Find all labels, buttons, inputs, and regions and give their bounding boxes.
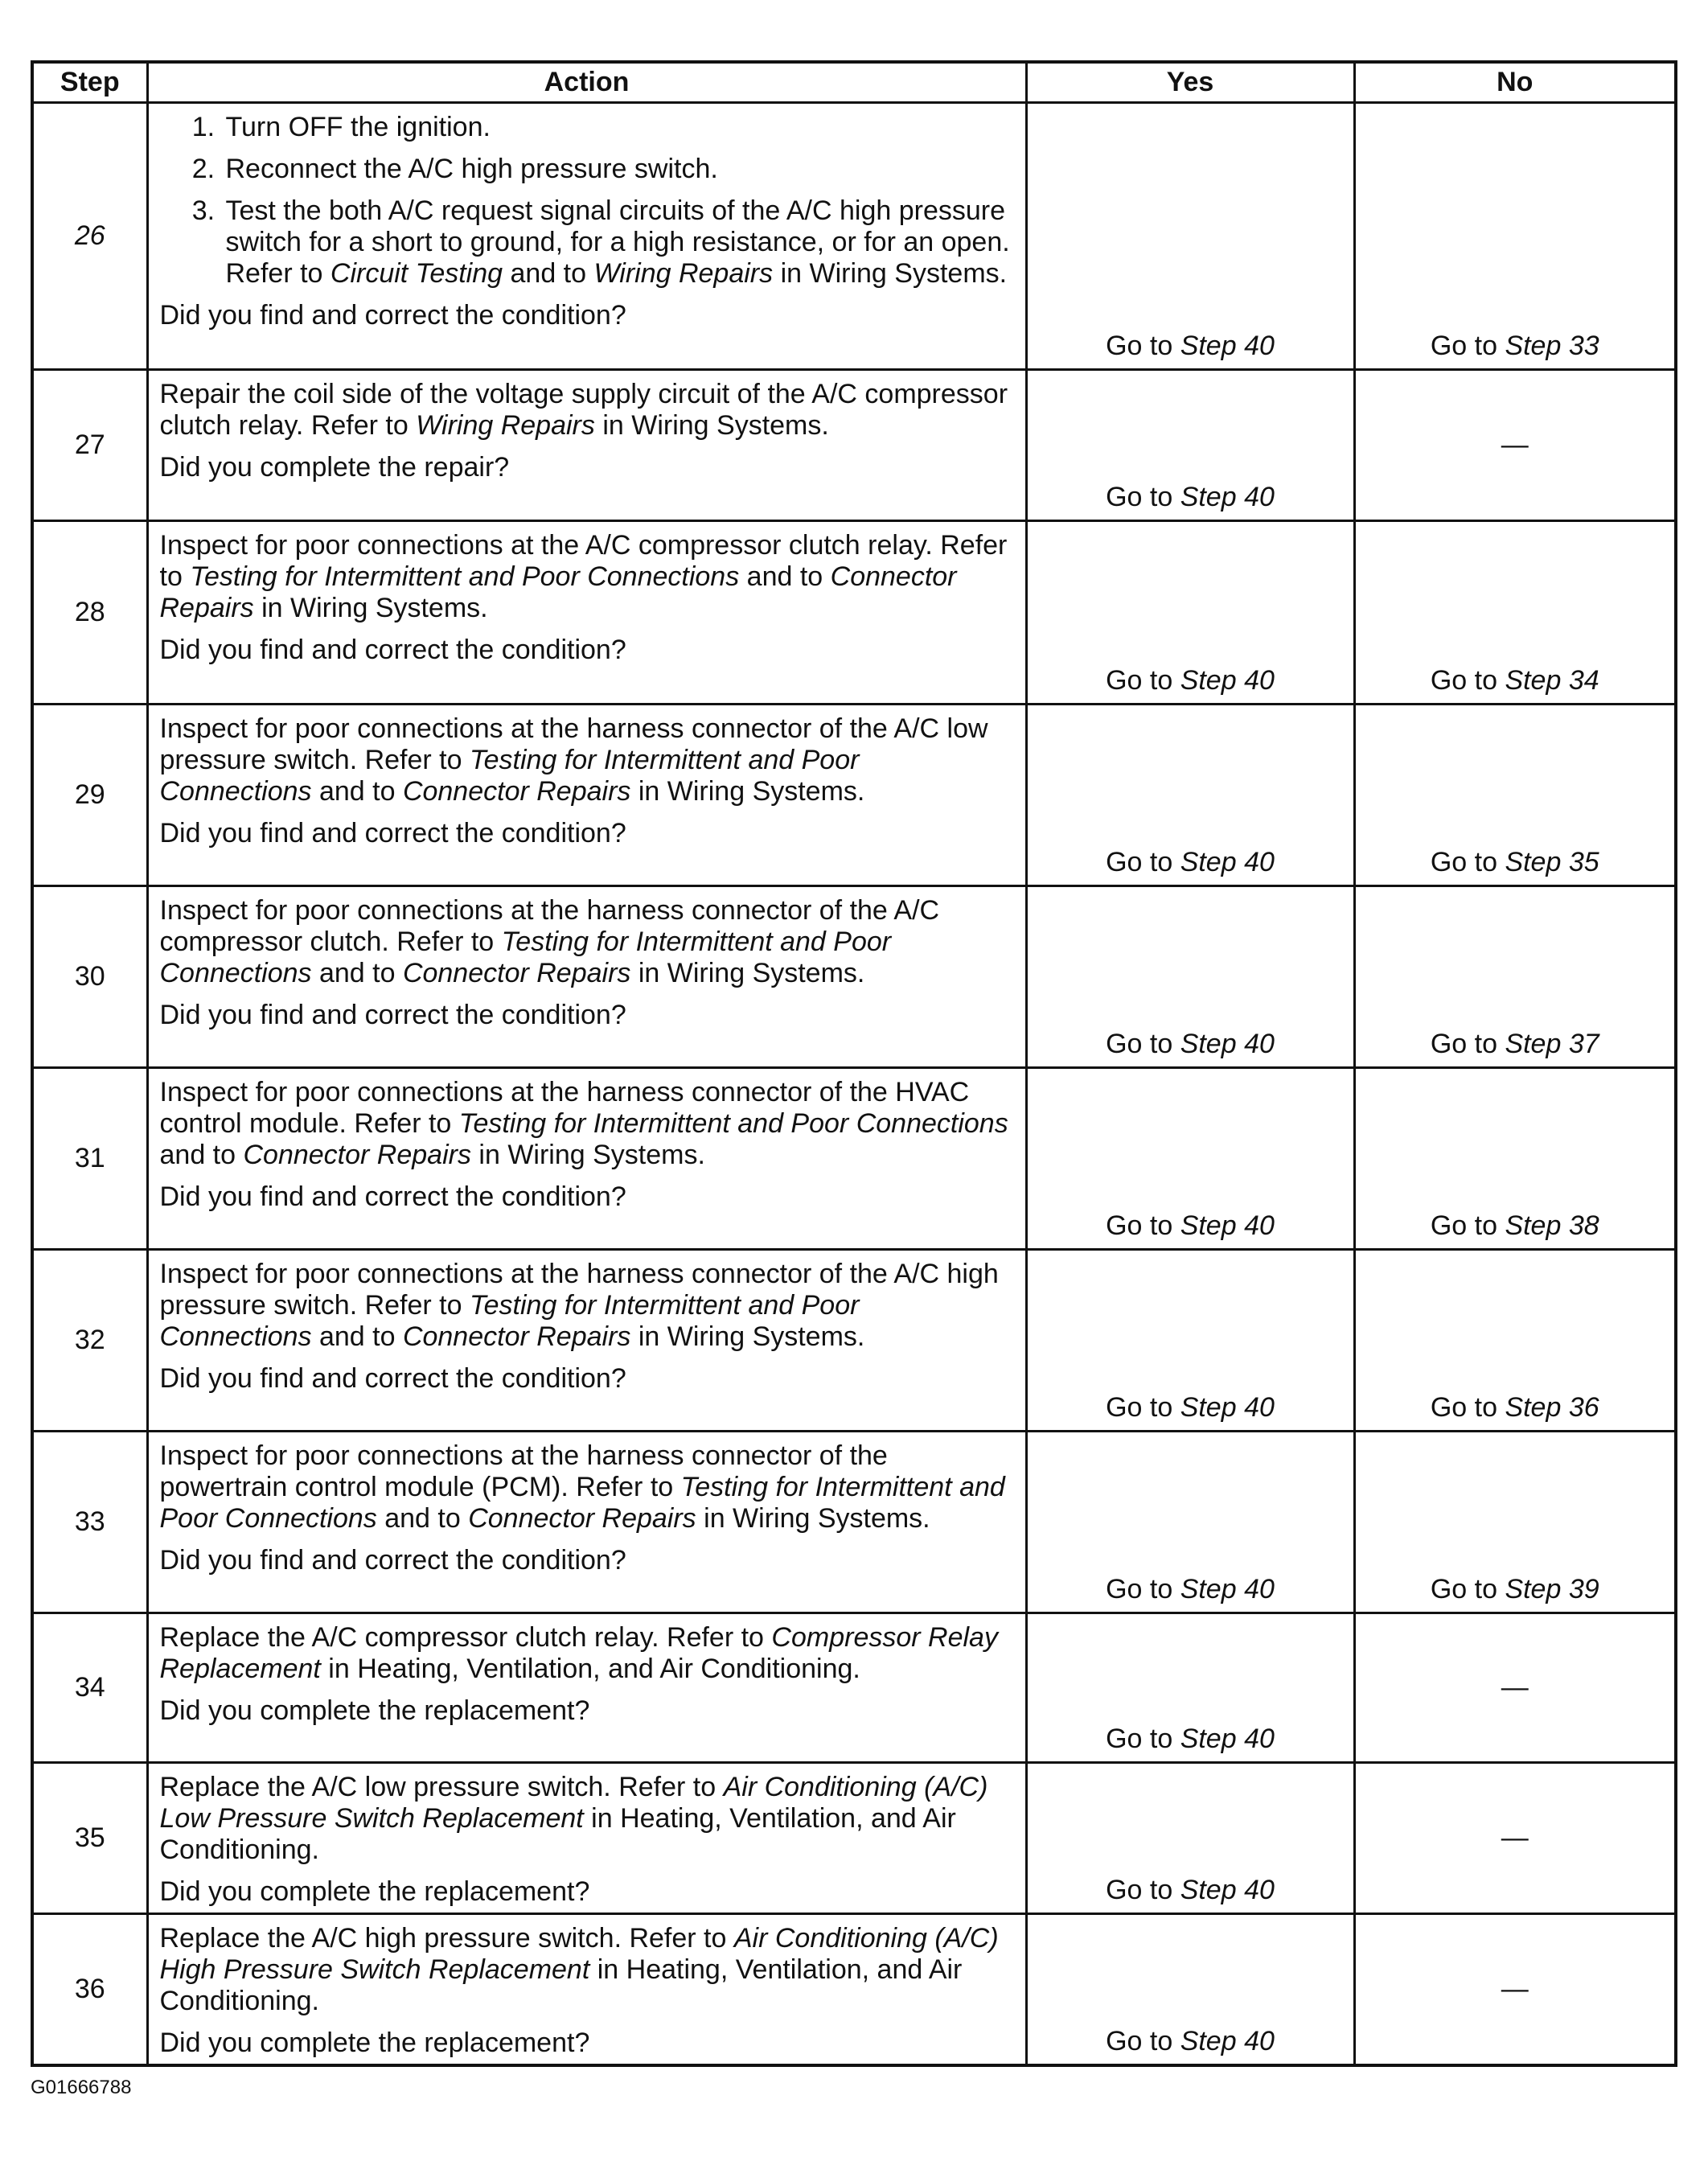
list-item: 2. Reconnect the A/C high pressure switch. (223, 154, 1016, 185)
yes-prefix: Go to (1106, 331, 1180, 361)
yes-prefix: Go to (1106, 665, 1180, 696)
no-step-link[interactable]: Step 39 (1505, 1574, 1599, 1604)
reference-link[interactable]: Connector Repairs (243, 1140, 471, 1170)
step-number: 29 (32, 705, 147, 886)
table-row (32, 1432, 1676, 1613)
no-step-link[interactable]: Step 34 (1505, 665, 1599, 696)
step-number: 35 (32, 1763, 147, 1914)
list-item (223, 195, 1016, 290)
action-cell (147, 103, 1026, 370)
step-number: 27 (32, 370, 147, 521)
reference-link[interactable]: Connector Repairs (402, 776, 631, 807)
action-text: and to (503, 258, 594, 289)
no-cell (1354, 521, 1676, 705)
reference-link[interactable]: Testing for Intermittent and Poor Connections (159, 745, 860, 807)
action-description: Inspect for poor connections at the harness connector of the HVAC control module. Refer to Testing for Intermittent and Poor Connections and to Connector Repairs in Wiring Systems. (159, 1077, 1008, 1170)
yes-cell (1026, 886, 1354, 1068)
action-description: Inspect for poor connections at the A/C compressor clutch relay. Refer to Testing for Intermittent and Poor Connections and to Connector Repairs in Wiring Systems. (159, 530, 1008, 623)
reference-link[interactable]: Testing for Intermittent and Poor Connections (190, 561, 740, 592)
yes-prefix: Go to (1106, 482, 1180, 512)
yes-step-link[interactable]: Step 40 (1180, 1210, 1275, 1241)
no-cell: — (1354, 1613, 1676, 1763)
table-row (32, 370, 1676, 521)
step-header: Step (32, 62, 147, 103)
no-cell (1354, 1068, 1676, 1250)
reference-link[interactable]: Testing for Intermittent and Poor Connections (159, 1472, 1005, 1534)
yes-cell (1026, 1432, 1354, 1613)
yes-step-link[interactable]: Step 40 (1180, 665, 1275, 696)
action-question: Did you find and correct the condition? (159, 1363, 626, 1394)
action-description: Inspect for poor connections at the harness connector of the A/C high pressure switch. Refer to Testing for Intermittent and Poor Connections and to Connector Repairs in Wiring Systems. (159, 1259, 999, 1352)
step-number: 36 (32, 1914, 147, 2066)
yes-step-link[interactable]: Step 40 (1180, 1724, 1275, 1754)
action-text: Test the both A/C request signal circuits of the A/C high pressure switch for a short to ground, for a high resistance, or for an open. Refer to (225, 195, 1010, 289)
action-cell (147, 1763, 1026, 1914)
yes-header: Yes (1026, 62, 1354, 103)
no-step-link[interactable]: Step 33 (1505, 331, 1599, 361)
action-cell (147, 1613, 1026, 1763)
yes-step-link[interactable]: Step 40 (1180, 1392, 1275, 1423)
reference-link[interactable]: Testing for Intermittent and Poor Connections (159, 926, 892, 988)
no-step-link[interactable]: Step 37 (1505, 1029, 1599, 1059)
action-cell (147, 886, 1026, 1068)
yes-step-link[interactable]: Step 40 (1180, 847, 1275, 877)
reference-link[interactable]: Testing for Intermittent and Poor Connections (458, 1108, 1008, 1139)
table-row (32, 1914, 1676, 2066)
no-cell (1354, 103, 1676, 370)
reference-link[interactable]: Connector Repairs (468, 1503, 696, 1534)
action-steps-list (160, 112, 1016, 290)
reference-link[interactable]: Air Conditioning (A/C) High Pressure Switch Replacement (159, 1923, 999, 1985)
step-number: 33 (32, 1432, 147, 1613)
yes-cell (1026, 1613, 1354, 1763)
yes-cell (1026, 705, 1354, 886)
yes-step-link[interactable]: Step 40 (1180, 1029, 1275, 1059)
no-cell (1354, 1432, 1676, 1613)
header-row (32, 62, 1676, 103)
action-description: Replace the A/C high pressure switch. Refer to Air Conditioning (A/C) High Pressure Switch Replacement in Heating, Ventilation, and Air Conditioning. (159, 1923, 999, 2016)
no-prefix: Go to (1430, 665, 1505, 696)
yes-cell (1026, 103, 1354, 370)
yes-cell (1026, 1763, 1354, 1914)
action-description: Replace the A/C compressor clutch relay. Refer to Compressor Relay Replacement in Heating, Ventilation, and Air Conditioning. (159, 1622, 998, 1684)
yes-prefix: Go to (1106, 1724, 1180, 1754)
action-cell (147, 705, 1026, 886)
no-step-link[interactable]: Step 36 (1505, 1392, 1599, 1423)
no-prefix: Go to (1430, 847, 1505, 877)
step-number: 28 (32, 521, 147, 705)
step-number: 34 (32, 1613, 147, 1763)
reference-link[interactable]: Wiring Repairs (593, 258, 774, 289)
action-question: Did you complete the replacement? (159, 1695, 590, 1726)
yes-prefix: Go to (1106, 847, 1180, 877)
action-question: Did you complete the replacement? (159, 2028, 590, 2058)
table-row (32, 1613, 1676, 1763)
action-description: Replace the A/C low pressure switch. Refer to Air Conditioning (A/C) Low Pressure Switch Replacement in Heating, Ventilation, and Air Conditioning. (159, 1772, 988, 1865)
action-description: Inspect for poor connections at the harness connector of the A/C low pressure switch. Refer to Testing for Intermittent and Poor Connections and to Connector Repairs in Wiring Systems. (159, 713, 988, 807)
no-prefix: Go to (1430, 1210, 1505, 1241)
table-row (32, 521, 1676, 705)
step-number: 30 (32, 886, 147, 1068)
action-question: Did you find and correct the condition? (159, 1545, 626, 1576)
table-row (32, 103, 1676, 370)
action-cell (147, 370, 1026, 521)
action-question: Did you complete the replacement? (159, 1876, 590, 1907)
reference-link[interactable]: Circuit Testing (330, 258, 503, 289)
action-question: Did you find and correct the condition? (159, 1000, 626, 1030)
no-cell (1354, 886, 1676, 1068)
no-header: No (1354, 62, 1676, 103)
no-prefix: Go to (1430, 331, 1505, 361)
action-question: Did you find and correct the condition? (159, 818, 626, 848)
no-cell (1354, 705, 1676, 886)
yes-step-link[interactable]: Step 40 (1180, 482, 1275, 512)
diagnostic-table (31, 60, 1677, 2067)
action-question: Did you find and correct the condition? (159, 1181, 626, 1212)
reference-link[interactable]: Connector Repairs (402, 1321, 631, 1352)
action-cell (147, 1914, 1026, 2066)
yes-cell (1026, 1914, 1354, 2066)
table-row (32, 886, 1676, 1068)
yes-prefix: Go to (1106, 1574, 1180, 1604)
action-cell (147, 1250, 1026, 1432)
no-cell: — (1354, 1763, 1676, 1914)
yes-cell (1026, 1250, 1354, 1432)
step-number: 32 (32, 1250, 147, 1432)
table-row (32, 1068, 1676, 1250)
yes-cell (1026, 521, 1354, 705)
reference-link[interactable]: Wiring Repairs (416, 410, 595, 441)
table-row (32, 1250, 1676, 1432)
table-row (32, 705, 1676, 886)
yes-step-link[interactable]: Step 40 (1180, 2026, 1275, 2056)
yes-prefix: Go to (1106, 1029, 1180, 1059)
action-cell (147, 521, 1026, 705)
yes-step-link[interactable]: Step 40 (1180, 331, 1275, 361)
yes-step-link[interactable]: Step 40 (1180, 1574, 1275, 1604)
reference-link[interactable]: Compressor Relay Replacement (159, 1622, 998, 1684)
yes-prefix: Go to (1106, 1392, 1180, 1423)
action-description: Inspect for poor connections at the harness connector of the powertrain control module (PCM). Refer to Testing for Intermittent and Poor Connections and to Connector Repairs in Wiring Systems. (159, 1440, 1005, 1534)
no-prefix: Go to (1430, 1574, 1505, 1604)
figure-id: G01666788 (31, 2077, 132, 2098)
no-step-link[interactable]: Step 35 (1505, 847, 1599, 877)
yes-cell (1026, 370, 1354, 521)
action-description: Repair the coil side of the voltage supply circuit of the A/C compressor clutch relay. Refer to Wiring Repairs in Wiring Systems. (159, 379, 1008, 441)
yes-cell (1026, 1068, 1354, 1250)
reference-link[interactable]: Testing for Intermittent and Poor Connections (159, 1290, 860, 1352)
yes-prefix: Go to (1106, 2026, 1180, 2056)
no-step-link[interactable]: Step 38 (1505, 1210, 1599, 1241)
no-cell: — (1354, 1914, 1676, 2066)
no-cell: — (1354, 370, 1676, 521)
action-question: Did you find and correct the condition? (159, 300, 626, 331)
step-number: 26 (32, 103, 147, 370)
yes-prefix: Go to (1106, 1875, 1180, 1905)
action-question: Did you complete the repair? (159, 452, 510, 483)
action-header: Action (147, 62, 1026, 103)
no-cell (1354, 1250, 1676, 1432)
table-row (32, 1763, 1676, 1914)
no-prefix: Go to (1430, 1029, 1505, 1059)
reference-link[interactable]: Air Conditioning (A/C) Low Pressure Switch Replacement (159, 1772, 988, 1834)
action-text: in Wiring Systems. (773, 258, 1008, 289)
action-cell (147, 1068, 1026, 1250)
action-description: Inspect for poor connections at the harness connector of the A/C compressor clutch. Refer to Testing for Intermittent and Poor Connections and to Connector Repairs in Wiring Systems. (159, 895, 940, 988)
yes-prefix: Go to (1106, 1210, 1180, 1241)
action-question: Did you find and correct the condition? (159, 635, 626, 665)
reference-link[interactable]: Connector Repairs (402, 958, 631, 988)
no-prefix: Go to (1430, 1392, 1505, 1423)
step-number: 31 (32, 1068, 147, 1250)
list-item: 1. Turn OFF the ignition. (223, 112, 1016, 143)
yes-step-link[interactable]: Step 40 (1180, 1875, 1275, 1905)
reference-link[interactable]: Connector Repairs (159, 561, 957, 623)
action-cell (147, 1432, 1026, 1613)
